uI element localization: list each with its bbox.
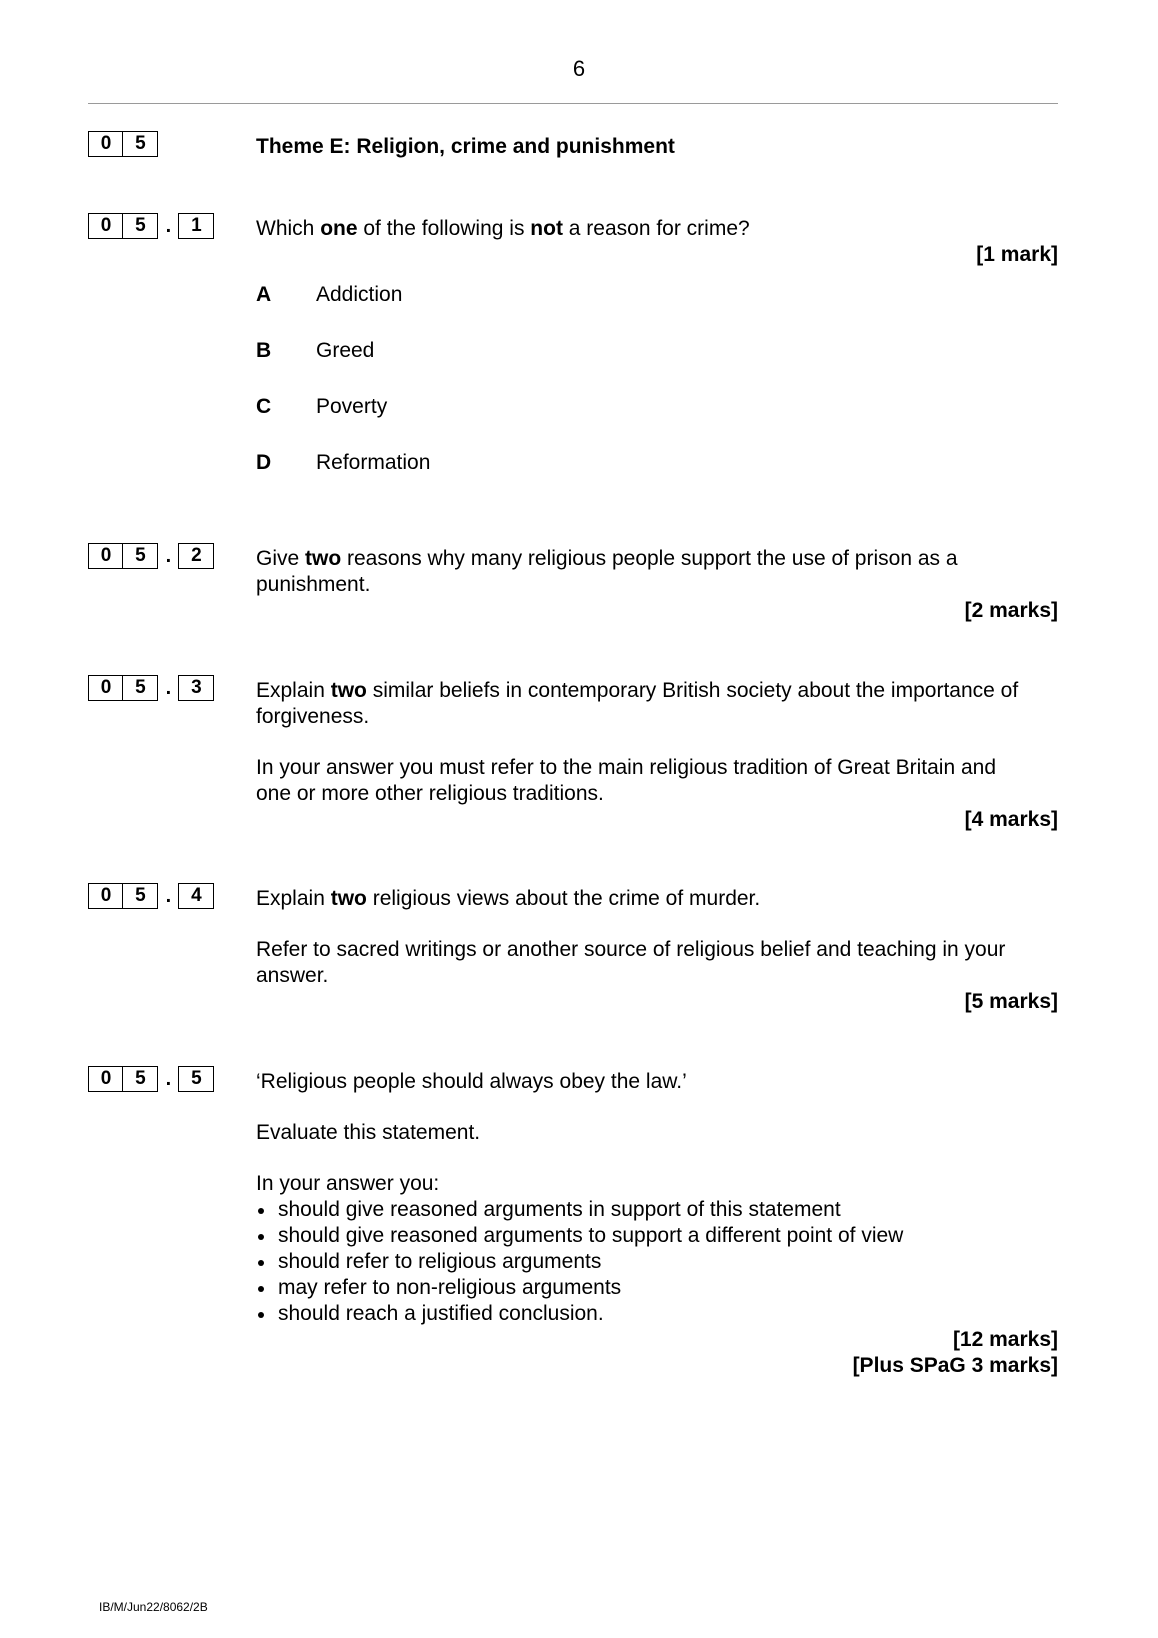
question-05-1-text (256, 216, 750, 242)
option-letter: C (256, 395, 272, 418)
number-dot: . (165, 545, 172, 567)
theme-title: Theme E: Religion, crime and punishment (256, 135, 675, 158)
number-box: 0 (88, 213, 124, 239)
theme-number-boxes (88, 131, 158, 157)
emphasis-one: one (320, 217, 358, 240)
text-line: answer. (256, 964, 329, 987)
option-letter: B (256, 339, 272, 362)
question-number-05-5 (88, 1066, 214, 1092)
text-segment: reasons why many religious people support the use of prison as a (341, 547, 958, 570)
number-dot: . (165, 1068, 172, 1090)
text-segment: Explain (256, 887, 331, 910)
option-text: Greed (316, 339, 375, 362)
emphasis-two: two (330, 679, 367, 702)
number-box: 5 (122, 883, 158, 909)
option-text: Reformation (316, 451, 431, 474)
option-letter: A (256, 283, 272, 306)
question-05-3-marks: [4 marks] (964, 808, 1058, 831)
document-reference-footer: IB/M/Jun22/8062/2B (99, 1600, 208, 1614)
text-line (256, 678, 1076, 704)
question-number-05-2 (88, 543, 214, 569)
number-box: 5 (122, 543, 158, 569)
number-box: 1 (178, 213, 214, 239)
list-item: should give reasoned arguments in support of this statement (256, 1197, 1076, 1223)
list-item: should give reasoned arguments to support a different point of view (256, 1223, 1076, 1249)
number-box: 0 (88, 131, 124, 157)
number-box: 5 (122, 213, 158, 239)
emphasis-two: two (305, 547, 342, 570)
text-segment: Which (256, 217, 321, 240)
question-05-4-text (256, 886, 1076, 912)
list-item: may refer to non-religious arguments (256, 1275, 1076, 1301)
number-box: 5 (178, 1066, 214, 1092)
text-line: one or more other religious traditions. (256, 782, 604, 805)
text-segment: similar beliefs in contemporary British society about the importance of (366, 679, 1019, 702)
question-05-3-text (256, 678, 1076, 730)
question-05-5-marks: [12 marks] (952, 1328, 1058, 1351)
question-05-3-instruction (256, 755, 1076, 807)
number-box: 0 (88, 675, 124, 701)
text-segment: Explain (256, 679, 331, 702)
text-line: forgiveness. (256, 705, 370, 728)
number-box: 5 (122, 131, 158, 157)
question-number-05-3 (88, 675, 214, 701)
text-segment: of the following is (357, 217, 531, 240)
question-05-2-marks: [2 marks] (964, 599, 1058, 622)
number-box: 0 (88, 1066, 124, 1092)
number-box: 3 (178, 675, 214, 701)
question-number-05-1 (88, 213, 214, 239)
question-05-4-instruction (256, 937, 1076, 989)
number-dot: . (165, 215, 172, 237)
number-box: 5 (122, 1066, 158, 1092)
page-number: 6 (572, 56, 586, 81)
number-dot: . (165, 677, 172, 699)
question-05-2-text (256, 546, 1056, 598)
number-box: 0 (88, 543, 124, 569)
question-05-1-marks: [1 mark] (976, 243, 1058, 266)
number-box: 4 (178, 883, 214, 909)
number-box: 2 (178, 543, 214, 569)
text-segment: Give (256, 547, 306, 570)
option-letter: D (256, 451, 272, 474)
option-text: Addiction (316, 283, 403, 306)
question-05-5-statement: ‘Religious people should always obey the law.’ (256, 1070, 687, 1093)
header-divider (88, 103, 1058, 104)
emphasis-not: not (530, 217, 563, 240)
text-line: punishment. (256, 573, 371, 596)
question-05-5-instruction: Evaluate this statement. (256, 1121, 481, 1144)
list-item: should refer to religious arguments (256, 1249, 1076, 1275)
emphasis-two: two (330, 887, 367, 910)
question-05-4-marks: [5 marks] (964, 990, 1058, 1013)
list-item: should reach a justified conclusion. (256, 1301, 1076, 1327)
number-box: 5 (122, 675, 158, 701)
question-number-05-4 (88, 883, 214, 909)
text-line (256, 546, 1056, 572)
text-segment: a reason for crime? (562, 217, 750, 240)
question-05-5-intro: In your answer you: (256, 1172, 440, 1195)
text-line: In your answer you must refer to the main religious tradition of Great Britain and (256, 756, 997, 779)
text-line: Refer to sacred writings or another source of religious belief and teaching in your (256, 938, 1006, 961)
option-text: Poverty (316, 395, 388, 418)
number-box: 0 (88, 883, 124, 909)
text-segment: religious views about the crime of murder. (366, 887, 761, 910)
question-05-5-spag-marks: [Plus SPaG 3 marks] (852, 1354, 1058, 1377)
number-dot: . (165, 885, 172, 907)
question-05-5-bullet-list (256, 1197, 1076, 1327)
